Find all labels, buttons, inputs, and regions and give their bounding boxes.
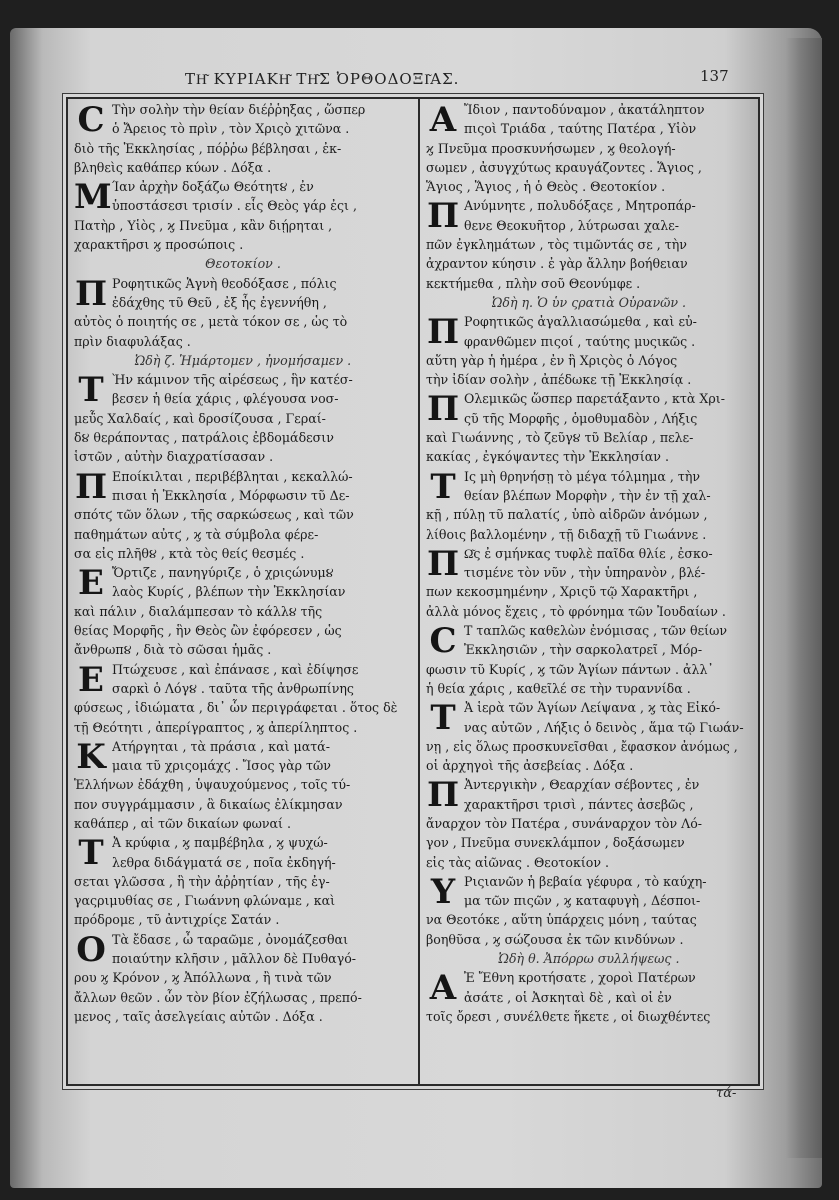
- text-line: λαὸς Κυρίϛ , βλέπων τὴν Ἐκκλησίαν: [112, 584, 346, 600]
- drop-cap: Π: [74, 273, 108, 314]
- text-line: Πτώχευσε , καὶ ἐπάνασε , καὶ ἐδίψησε: [112, 661, 359, 677]
- text-line: Ριςιανῶν ἡ βεβαία γέφυρα , τὸ καύχη-: [464, 873, 707, 889]
- text-line: μενος , ταῖς ἀσελγείαις αὐτῶν . Δόξα .: [74, 1008, 323, 1024]
- drop-cap: Ϲ: [77, 100, 105, 140]
- hymn-stanza: [426, 544, 752, 621]
- hymn-stanza: [426, 389, 752, 466]
- drop-cap: Α: [429, 100, 457, 140]
- text-line: να Θεοτόκε , αὕτη ὑπάρχεις μόνη , ταύτας: [426, 912, 697, 928]
- text-line: ὁ Ἄρειος τὸ πρὶν , τὸν Χριςὸ χιτῶνα .: [112, 121, 350, 137]
- text-line: Ἐ Ἔθνη κροτήσατε , χοροὶ Πατέρων: [464, 970, 696, 986]
- hymn-stanza: [74, 100, 412, 177]
- hymn-stanza: [426, 467, 752, 544]
- drop-cap: Π: [426, 196, 460, 237]
- column-divider: [418, 97, 420, 1086]
- drop-cap: Α: [429, 968, 457, 1009]
- text-line: διὸ τῆς Ἐκκλησίας , πόῤῥω βέβλησαι , ἐκ-: [74, 140, 342, 156]
- text-line: Ανύμνητε , πολυδόξαςε , Μητροπάρ-: [464, 198, 696, 214]
- text-line: βοηθῦσα , ϗ σώζουσα ἐκ τῶν κινδύνων .: [426, 931, 684, 947]
- text-line: ἀσάτε , οἱ Ἀσκηταὶ δὲ , καὶ οἱ ἐν: [464, 989, 672, 1005]
- text-line: καὶ πάλιν , διαλάμπεσαν τὸ κάλλ૪ τῆς: [74, 603, 323, 619]
- text-line: ςῦ τῆς Μορφῆς , ὁμοθυμαδὸν , Λήξις: [464, 410, 698, 426]
- text-line: Ἀ ἱερὰ τῶν Ἁγίων Λείψανα , ϗ τὰς Εἰκό-: [464, 700, 721, 716]
- text-line: Τὰ ἔδασε , ὦ ταραῶμε , ὀνομάζεσθαι: [112, 931, 349, 947]
- drop-cap: Υ: [430, 871, 456, 912]
- text-line: σα εἰς πλῆθ૪ , κτὰ τὸς θείϛ θεσμές .: [74, 545, 305, 561]
- text-line: Ολεμικῶς ὥσπερ παρετάξαντο , κτὰ Χρι-: [464, 391, 725, 407]
- left-column: [74, 100, 412, 1080]
- text-line: γον , Πνεῦμα συνεκλάμπον , δοξάσωμεν: [426, 835, 685, 851]
- text-line: Τὴν σολὴν τὴν θείαν διέῤῥηξας , ὥσπερ: [112, 102, 366, 117]
- text-line: οἱ ἀρχηγοὶ τῆς ἀσεβείας . Δόξα .: [426, 758, 634, 774]
- text-line: φύσεως , ἰδιώματα , δι᾽ ὧν περιγράφεται . ὅτος δὲ: [74, 700, 398, 716]
- text-line: Ἀντεργικὴν , Θεαρχίαν σέβοντες , ἐν: [464, 777, 700, 793]
- text-line: τῇ Θεότητι , ἀπερίγραπτος , ϗ ἀπερίληπτος .: [74, 719, 358, 735]
- text-line: θενε Θεοκυῆτορ , λύτρωσαι χαλε-: [464, 217, 679, 233]
- text-line: Ἀ κρύφια , ϗ παμβέβηλα , ϗ ψυχώ-: [112, 835, 328, 851]
- text-line: σεται γλῶσσα , ἣ τὴν ἀῤῥητίαν , τῆς ἐγ-: [74, 873, 330, 889]
- text-line: ἄνθρωπ૪ , διὰ τὸ σῶσαι ἡμᾶς .: [74, 642, 272, 658]
- text-line: τοῖς ὄρεσι , συνέλθετε ἥκετε , οἱ διωχθέντες: [426, 1008, 711, 1024]
- page-edge: [786, 38, 822, 1158]
- text-line: βεσεν ἡ θεία χάρις , φλέγουσα νοσ-: [112, 391, 339, 407]
- section-heading: [426, 949, 752, 968]
- right-column: [426, 100, 752, 1080]
- drop-cap: Ϲ: [429, 621, 457, 662]
- drop-cap: Ε: [78, 659, 104, 700]
- hymn-stanza: [426, 196, 752, 292]
- hymn-stanza: [74, 660, 412, 737]
- drop-cap: Τ: [78, 370, 104, 411]
- drop-cap: Κ: [76, 736, 106, 777]
- text-line: νας αὐτῶν , Λήξις ὁ δεινὸς , ἅμα τῷ Γιωάν-: [464, 719, 744, 735]
- hymn-stanza: [74, 370, 412, 466]
- ode-heading: Ὠδὴ η. Ὁ ὑν ςρατιὰ Οὐρανῶν .: [491, 294, 687, 310]
- running-title: ΤΗ͂ ΚΥΡΙΑΚΗ͂ ΤΗ͂Σ ὈΡΘΟΔΟΞΙ͂ΑΣ.: [185, 70, 460, 88]
- text-line: Ὄρτιζε , πανηγύριζε , ὁ χριςώνυμ૪: [112, 565, 334, 581]
- drop-cap: Μ: [74, 177, 112, 218]
- ode-heading: Ὠδὴ ζ. Ἡμάρτομεν , ἠνομήσαμεν .: [134, 352, 352, 368]
- text-line: πιςοὶ Τριάδα , ταύτης Πατέρα , Υἱὸν: [464, 121, 697, 137]
- text-line: ὑποστάσεσι τρισίν . εἷς Θεὸς γάρ ἐςι ,: [112, 198, 357, 214]
- text-line: σαρκὶ ὁ Λόγ૪ . ταῦτα τῆς ἀνθρωπίνης: [112, 680, 354, 696]
- text-line: δ૪ θεράποντας , πατράλοις ἐβδομάδεσιν: [74, 430, 334, 446]
- drop-cap: Ε: [78, 563, 104, 604]
- text-line: εἰς τὰς αἰῶνας . Θεοτοκίον .: [426, 854, 610, 870]
- text-line: φωσιν τῦ Κυρίϛ , ϗ τῶν Ἁγίων πάντων . ἀλλ᾽: [426, 661, 714, 677]
- text-line: κεκτήμεθα , πλὴν σοῦ Θεονύμφε .: [426, 275, 641, 291]
- text-line: Ις μὴ θρηνήσῃ τὸ μέγα τόλμημα , τὴν: [464, 468, 701, 484]
- text-line: θείαν βλέπων Μορφὴν , τὴν ἐν τῇ χαλ-: [464, 487, 711, 503]
- hymn-stanza: [74, 737, 412, 833]
- text-line: λεθρα διδάγματά σε , ποῖα ἐκδηγή-: [112, 854, 336, 870]
- text-line: χαρακτῆρσι τρισὶ , πάντες ἀσεβῶς ,: [464, 796, 694, 812]
- drop-cap: Ο: [76, 929, 106, 970]
- text-line: τισμένε τὸν νῦν , τὴν ὑπηρανὸν , βλέ-: [464, 565, 706, 581]
- hymn-stanza: [426, 698, 752, 775]
- text-line: Εποίκιλται , περιβέβληται , κεκαλλώ-: [112, 468, 353, 484]
- text-line: πισαι ἡ Ἐκκλησία , Μόρφωσιν τῦ Δε-: [112, 487, 350, 503]
- section-heading: [426, 293, 752, 312]
- text-line: τὴν ἰδίαν σολὴν , ἀπέδωκε τῇ Ἐκκλησίᾳ .: [426, 372, 692, 388]
- text-line: παθημάτων αὐτϛ , ϗ τὰ σύμβολα φέρε-: [74, 526, 319, 542]
- text-line: ϗ Πνεῦμα προσκυνήσωμεν , ϗ θεολογή-: [426, 140, 676, 156]
- text-line: Ἴδιον , παντοδύναμον , ἀκατάληπτον: [464, 102, 705, 117]
- hymn-stanza: [74, 274, 412, 351]
- hymn-stanza: [74, 563, 412, 659]
- text-line: ἡ θεία χάρις , καθεῖλέ σε τὴν τυραννίδα .: [426, 680, 691, 696]
- text-line: ποιαύτην κλῆσιν , μᾶλλον δὲ Πυθαγό-: [112, 951, 357, 967]
- text-line: ἄναρχον τὸν Πατέρα , συνάναρχον τὸν Λό-: [426, 815, 703, 831]
- drop-cap: Τ: [430, 698, 456, 739]
- drop-cap: Τ: [430, 466, 456, 507]
- text-line: Ροφητικῶς Ἁγνὴ θεοδόξασε , πόλις: [112, 275, 337, 291]
- hymn-stanza: [426, 621, 752, 698]
- text-line: Τ ταπλῶς καθελὼν ἐνόμισας , τῶν θείων: [464, 623, 727, 639]
- text-line: ἐδάχθης τῦ Θεῦ , ἐξ ἧς ἐγεννήθη ,: [112, 294, 327, 310]
- drop-cap: Π: [426, 775, 460, 816]
- page-number: 137: [700, 67, 729, 85]
- hymn-stanza: [426, 775, 752, 871]
- text-line: μαια τῦ χριςομάχϛ . Ἴσος γὰρ τῶν: [112, 758, 331, 774]
- hymn-stanza: [74, 467, 412, 563]
- drop-cap: Π: [74, 466, 108, 507]
- text-line: Ροφητικῶς ἀγαλλιασώμεθα , καὶ εὐ-: [464, 314, 697, 330]
- text-line: πῶν ἐγκλημάτων , τὸς τιμῶντάς σε , τὴν: [426, 237, 687, 253]
- text-line: μεὗ̈ς Χαλδαίϛ , καὶ δροσίζουσα , Γεραί-: [74, 410, 326, 426]
- drop-cap: Τ: [78, 833, 104, 874]
- text-line: αὕτη γὰρ ἡ ἡμέρα , ἐν ἣ Χριςὸς ὁ Λόγος: [426, 352, 678, 368]
- hymn-stanza: [426, 100, 752, 196]
- text-line: λίθοις βαλλομένην , τῇ διδαχῇ τῦ Γιωάννε .: [426, 526, 707, 542]
- hymn-stanza: [426, 968, 752, 1026]
- text-line: θείας Μορφῆς , ἣν Θεὸς ὢν ἐφόρεσεν , ὡς: [74, 623, 342, 639]
- text-line: πρὶν διαφυλάξας .: [74, 333, 191, 349]
- text-line: γαςριμυθίας σε , Γιωάννη φλώναμε , καὶ: [74, 893, 336, 909]
- text-line: πων κεκοσμημένην , Χριςῦ τῷ Χαρακτῆρι ,: [426, 584, 698, 600]
- hymn-stanza: [74, 833, 412, 929]
- text-line: χαρακτῆρσι ϗ προσώποις .: [74, 237, 244, 253]
- section-heading: [74, 351, 412, 370]
- catchword: τά-: [716, 1086, 737, 1101]
- text-line: Ατήργηται , τὰ πράσια , καὶ ματά-: [112, 738, 330, 754]
- hymn-stanza: [426, 872, 752, 949]
- text-line: ἀχραντον κύησιν . ἐ γὰρ ἄλλην βοήθειαν: [426, 256, 688, 272]
- text-line: Ὴν κάμινον τῆς αἱρέσεως , ἣν κατέσ-: [112, 372, 353, 388]
- text-line: νῃ , εἰς ὅλως προσκυνεῖσθαι , ἔφασκον ἀνόμως ,: [426, 738, 738, 754]
- text-line: μα τῶν πιςῶν , ϗ καταφυγὴ , Δέσποι-: [464, 893, 701, 909]
- ode-heading: Θεοτοκίον .: [205, 256, 281, 272]
- text-line: πρόδρομε , τῦ ἀντιχρίςε Σατάν .: [74, 912, 280, 928]
- text-line: βληθεὶς καθάπερ κύων . Δόξα .: [74, 159, 272, 175]
- text-line: σπότϛ τῶν ὅλων , τῆς σαρκώσεως , καὶ τῶν: [74, 507, 354, 523]
- ode-heading: Ὠδὴ θ. Ἀπόρρω συλλήψεως .: [498, 951, 680, 967]
- drop-cap: Π: [426, 312, 460, 353]
- text-line: Ω͂ς ἐ σμήνκας τυφλὲ παῖδα θλίε , ἐσκο-: [464, 545, 713, 561]
- section-heading: [74, 254, 412, 273]
- text-line: σωμεν , ἀσυγχύτως κραυγάζοντες . Ἅγιος ,: [426, 159, 702, 175]
- text-line: ἄλλων θεῶν . ὧν τὸν βίον ἐζήλωσας , πρεπό-: [74, 989, 362, 1005]
- text-line: Ἐκκλησιῶν , τὴν σαρκολατρεῖ , Μόρ-: [464, 642, 703, 658]
- text-line: Ἑλλήνων ἐδάχθη , ὑψαυχούμενος , τοῖς τύ-: [74, 777, 351, 793]
- text-line: καὶ Γιωάννης , τὸ ζεῦγ૪ τῦ Βελίαρ , πελε-: [426, 430, 694, 446]
- hymn-stanza: [74, 177, 412, 254]
- text-line: κακίας , ἐγκόψαντες τὴν Ἐκκλησίαν .: [426, 449, 669, 465]
- text-line: ρου ϗ Κρόνον , ϗ Ἀπόλλωνα , ἢ τινὰ τῶν: [74, 970, 332, 986]
- drop-cap: Π: [426, 389, 460, 430]
- text-line: καθάπερ , αἱ τῶν δικαίων φωναί .: [74, 815, 291, 831]
- text-line: Ἅγιος , Ἅγιος , ἡ ὁ Θεὸς . Θεοτοκίον .: [426, 179, 666, 195]
- text-line: αὐτὸς ὁ ποιητής σε , μετὰ τόκον σε , ὡς τὸ: [74, 314, 348, 330]
- text-line: κῇ , πύλῃ τῦ παλατίϛ , ὑπὸ αἰδρῶν ἀνόμων ,: [426, 507, 708, 523]
- text-line: πον συγγράμμασιν , ἃ δικαίως ἐλίκμησαν: [74, 796, 343, 812]
- text-line: ἱστῶν , αὐτὴν διαχρατίσασαν .: [74, 449, 274, 465]
- drop-cap: Π: [426, 543, 460, 584]
- text-line: ἀλλὰ μόνος ἔχεις , τὸ φρόνημα τῶν Ἰουδαίων .: [426, 603, 726, 619]
- text-line: φρανθῶμεν πιςοί , ταύτης μυςικῶς .: [464, 333, 696, 349]
- hymn-stanza: [426, 312, 752, 389]
- hymn-stanza: [74, 930, 412, 1026]
- text-line: Πατὴρ , Υἱὸς , ϗ Πνεῦμα , κἂν διῄρηται ,: [74, 217, 333, 233]
- text-line: Ίαν ἀρχὴν δοξάζω Θεότητ૪ , ἐν: [112, 179, 314, 195]
